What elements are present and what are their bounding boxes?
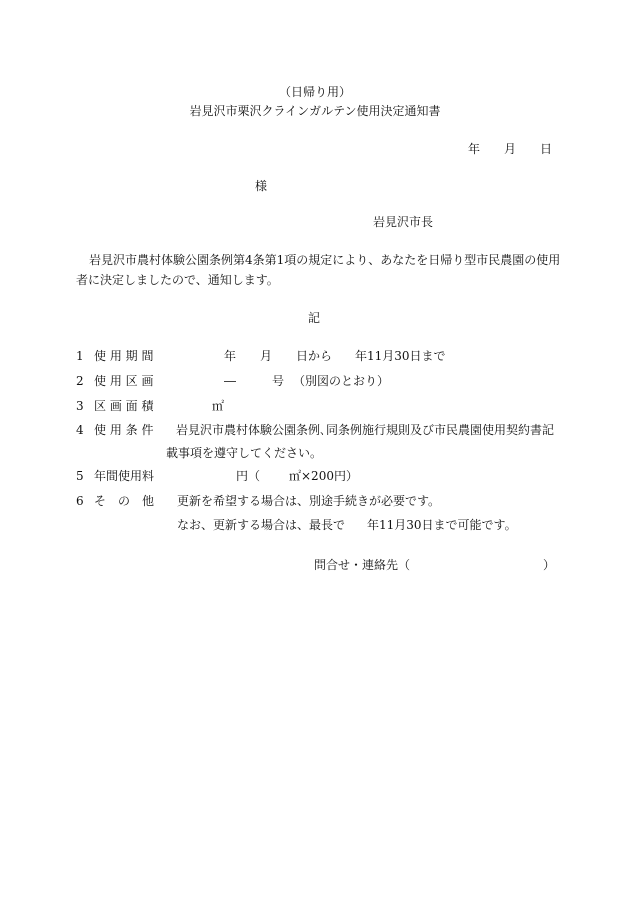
period-end-label: 年11月30日まで — [355, 349, 446, 363]
item-label: そ の 他 — [94, 494, 155, 508]
item-number: 6 — [76, 494, 84, 508]
item-label: 使 用 区 画 — [94, 374, 154, 388]
item-label: 年間使用料 — [94, 469, 155, 483]
addressee-honorific: 様 — [255, 179, 268, 193]
item-number: 2 — [76, 374, 84, 388]
contact-close: ） — [543, 558, 556, 572]
period-year-label: 年 — [224, 349, 237, 363]
document-subtitle: （日帰り用） — [278, 85, 351, 99]
conditions-line-2: 載事項を遵守してください。 — [166, 446, 323, 460]
other-line-2b: 年11月30日まで可能です。 — [367, 518, 517, 532]
date-month-label: 月 — [504, 142, 517, 156]
plot-number-label: 号 — [272, 374, 285, 388]
period-month-label: 月 — [260, 349, 273, 363]
fee-yen-label: 円（ — [236, 469, 261, 483]
item-label: 使 用 条 件 — [94, 423, 154, 437]
item-label: 区 画 面 積 — [94, 399, 154, 413]
item-number: 4 — [76, 423, 84, 437]
document-title: 岩見沢市栗沢クラインガルテン使用決定通知書 — [189, 104, 441, 118]
area-unit: ㎡ — [212, 399, 225, 413]
period-day-from-label: 日から — [296, 349, 333, 363]
date-day-label: 日 — [540, 142, 553, 156]
item-number: 1 — [76, 349, 84, 363]
fee-formula: ㎡×200円） — [289, 469, 358, 483]
contact-label: 問合せ・連絡先（ — [314, 558, 411, 572]
item-label: 使 用 期 間 — [94, 349, 154, 363]
date-year-label: 年 — [468, 142, 481, 156]
body-line-2: 者に決定しましたので、通知します。 — [76, 273, 279, 287]
item-number: 5 — [76, 469, 84, 483]
body-line-1: 岩見沢市農村体験公園条例第4条第1項の規定により、あなたを日帰り型市民農園の使用 — [89, 253, 561, 267]
conditions-line-1: 岩見沢市農村体験公園条例､同条例施行規則及び市民農園使用契約書記 — [176, 423, 555, 437]
other-line-1: 更新を希望する場合は、別途手続きが必要です。 — [177, 494, 441, 508]
plot-map-note: （別図のとおり） — [293, 374, 390, 388]
issuer-name: 岩見沢市長 — [373, 215, 434, 229]
item-number: 3 — [76, 399, 84, 413]
other-line-2a: なお、更新する場合は、最長で — [177, 518, 346, 532]
plot-dash: ― — [224, 374, 236, 388]
ki-heading: 記 — [308, 311, 321, 325]
